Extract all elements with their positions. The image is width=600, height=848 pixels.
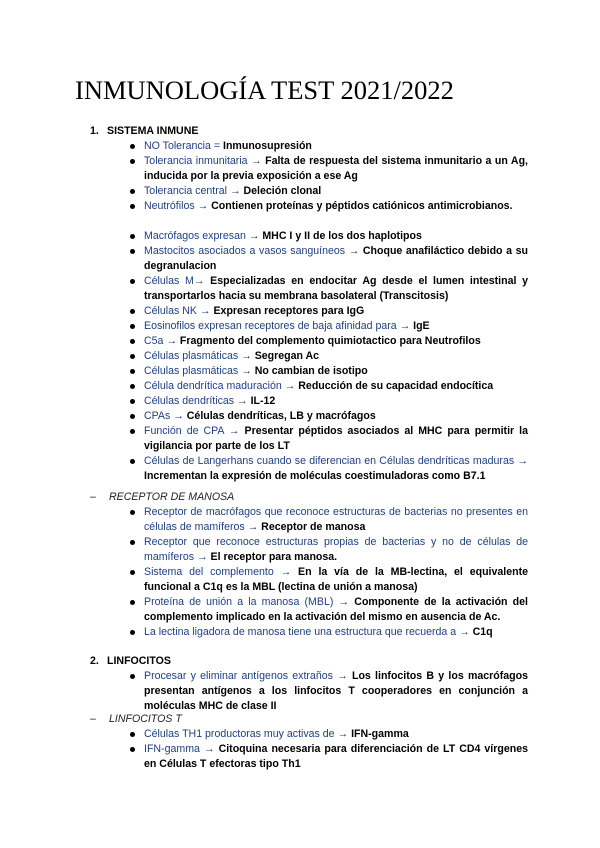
item-term: Células NK → [144, 305, 214, 317]
document-title: INMUNOLOGÍA TEST 2021/2022 [75, 75, 454, 105]
list-item [144, 727, 528, 742]
list-item [144, 304, 528, 319]
item-term: Células plasmáticas → [144, 365, 255, 377]
item-term: Células dendríticas → [144, 395, 251, 407]
list-item [144, 535, 528, 565]
bullet-icon [130, 234, 135, 239]
bullet-icon [130, 204, 135, 209]
section-heading [90, 124, 198, 139]
item-answer: Células dendríticas, LB y macrófagos [186, 410, 376, 422]
list-item [144, 595, 528, 625]
item-term: Mastocitos asociados a vasos sanguíneos → [144, 245, 363, 257]
item-answer: Contienen proteínas y péptidos catiónicos antimicrobianos. [211, 200, 513, 212]
item-answer: Presentar péptidos asociados al MHC para permitir la vigilancia por parte de los LT [144, 425, 528, 452]
item-term: La lectina ligadora de manosa tiene una estructura que recuerda a → [144, 626, 473, 638]
item-answer: Reducción de su capacidad endocítica [298, 380, 494, 392]
item-term: IFN-gamma → [144, 743, 219, 755]
bullet-icon [130, 600, 135, 605]
list-item [144, 742, 528, 772]
bullet-icon [130, 279, 135, 284]
item-answer: Los linfocitos B y los macrófagos presentan antígenos a los linfocitos T cooperadores en conjunción a moléculas MHC de clase II [144, 670, 528, 712]
bullet-icon [130, 249, 135, 254]
item-answer: C1q [472, 626, 493, 638]
item-term: Eosinofilos expresan receptores de baja afinidad para → [144, 320, 414, 332]
list-item [144, 669, 528, 714]
list-item [144, 454, 528, 484]
list-item [144, 565, 528, 595]
bullet-icon [130, 747, 135, 752]
item-answer: Inmunosupresión [223, 140, 312, 152]
bullet-icon [130, 510, 135, 515]
list-item [144, 154, 528, 184]
item-answer: IL-12 [250, 395, 276, 407]
subsection-title: LINFOCITOS T [109, 713, 182, 725]
item-term: Células de Langerhans cuando se diferencian en Células dendríticas maduras → [144, 455, 528, 467]
bullet-icon [130, 732, 135, 737]
bullet-icon [130, 189, 135, 194]
item-answer: IgE [413, 320, 430, 332]
item-answer: Segregan Ac [254, 350, 320, 362]
item-answer: Choque anafiláctico debido a su degranulacion [144, 245, 528, 272]
item-term: CPAs → [144, 410, 187, 422]
item-term: Proteína de unión a la manosa (MBL) → [144, 596, 355, 608]
item-answer: Citoquina necesaria para diferenciación de LT CD4 vírgenes en Células T efectoras tipo Th1 [144, 743, 528, 770]
list-item [144, 244, 528, 274]
section-heading [90, 654, 171, 669]
bullet-icon [130, 324, 135, 329]
item-term: Función de CPA → [144, 425, 245, 437]
item-answer: MHC I y II de los dos haplotipos [262, 230, 422, 242]
list-item [144, 409, 528, 424]
list-item [144, 505, 528, 535]
list-item [144, 184, 528, 199]
subsection-title: RECEPTOR DE MANOSA [109, 491, 235, 503]
list-item [144, 349, 528, 364]
list-item [144, 379, 528, 394]
item-answer: Receptor de manosa [261, 521, 366, 533]
bullet-icon [130, 399, 135, 404]
item-term: Sistema del complemento → [144, 566, 299, 578]
bullet-icon [130, 144, 135, 149]
item-answer: Especializadas en endocitar Ag desde el lumen intestinal y transportarlos hacia su membrana basolateral (Transcitosis) [144, 275, 528, 302]
list-item [144, 394, 528, 409]
list-item [144, 364, 528, 379]
subsection-dash: – [90, 713, 96, 725]
subsection-heading [90, 490, 234, 505]
item-answer: Fragmento del complemento quimiotactico para Neutrofilos [179, 335, 481, 347]
bullet-icon [130, 630, 135, 635]
list-item [144, 625, 528, 640]
item-answer: Falta de respuesta del sistema inmunitario a un Ag, inducida por la previa exposición a ese Ag [144, 155, 528, 182]
item-term: C5a → [144, 335, 180, 347]
item-answer: Expresan receptores para IgG [213, 305, 365, 317]
item-term: NO Tolerancia = [144, 140, 224, 152]
section-number: 2. [90, 655, 99, 667]
item-answer: Deleción clonal [243, 185, 322, 197]
item-term: Tolerancia inmunitaria → [144, 155, 266, 167]
item-answer: En la vía de la MB-lectina, el equivalente funcional a C1q es la MBL (lectina de unión a manosa) [144, 566, 528, 593]
list-item [144, 334, 528, 349]
item-term: Receptor de macrófagos que reconoce estructuras de bacterias no presentes en células de mamíferos → [144, 506, 528, 533]
bullet-icon [130, 369, 135, 374]
item-answer: No cambian de isotipo [254, 365, 368, 377]
section-title: LINFOCITOS [107, 655, 171, 667]
list-item [144, 319, 528, 334]
item-term: Tolerancia central → [144, 185, 244, 197]
item-answer: El receptor para manosa. [210, 551, 338, 563]
item-term: Macrófagos expresan → [144, 230, 263, 242]
bullet-icon [130, 570, 135, 575]
bullet-icon [130, 414, 135, 419]
subsection-heading [90, 712, 182, 727]
list-item [144, 139, 528, 154]
list-item [144, 424, 528, 454]
bullet-icon [130, 459, 135, 464]
bullet-icon [130, 159, 135, 164]
bullet-icon [130, 309, 135, 314]
list-item [144, 199, 528, 214]
item-answer: Incrementan la expresión de moléculas coestimuladoras como B7.1 [144, 470, 486, 482]
item-term: Células TH1 productoras muy activas de → [144, 728, 352, 740]
item-term: Células M→ [144, 275, 211, 287]
item-term: Células plasmáticas → [144, 350, 255, 362]
bullet-icon [130, 540, 135, 545]
bullet-icon [130, 429, 135, 434]
bullet-icon [130, 674, 135, 679]
subsection-dash: – [90, 491, 96, 503]
bullet-icon [130, 354, 135, 359]
item-term: Procesar y eliminar antígenos extraños → [144, 670, 352, 682]
bullet-icon [130, 384, 135, 389]
item-term: Receptor que reconoce estructuras propias de bacterias y no de células de mamíferos → [144, 536, 528, 563]
item-term: Célula dendrítica maduración → [144, 380, 299, 392]
item-answer: IFN-gamma [351, 728, 409, 740]
bullet-icon [130, 339, 135, 344]
item-term: Neutrófilos → [144, 200, 212, 212]
list-item [144, 274, 528, 304]
section-title: SISTEMA INMUNE [107, 125, 199, 137]
section-number: 1. [90, 125, 99, 137]
item-answer: Componente de la activación del complemento implicado en la activación del mismo en ausencia de Ac. [144, 596, 528, 623]
list-item [144, 229, 528, 244]
